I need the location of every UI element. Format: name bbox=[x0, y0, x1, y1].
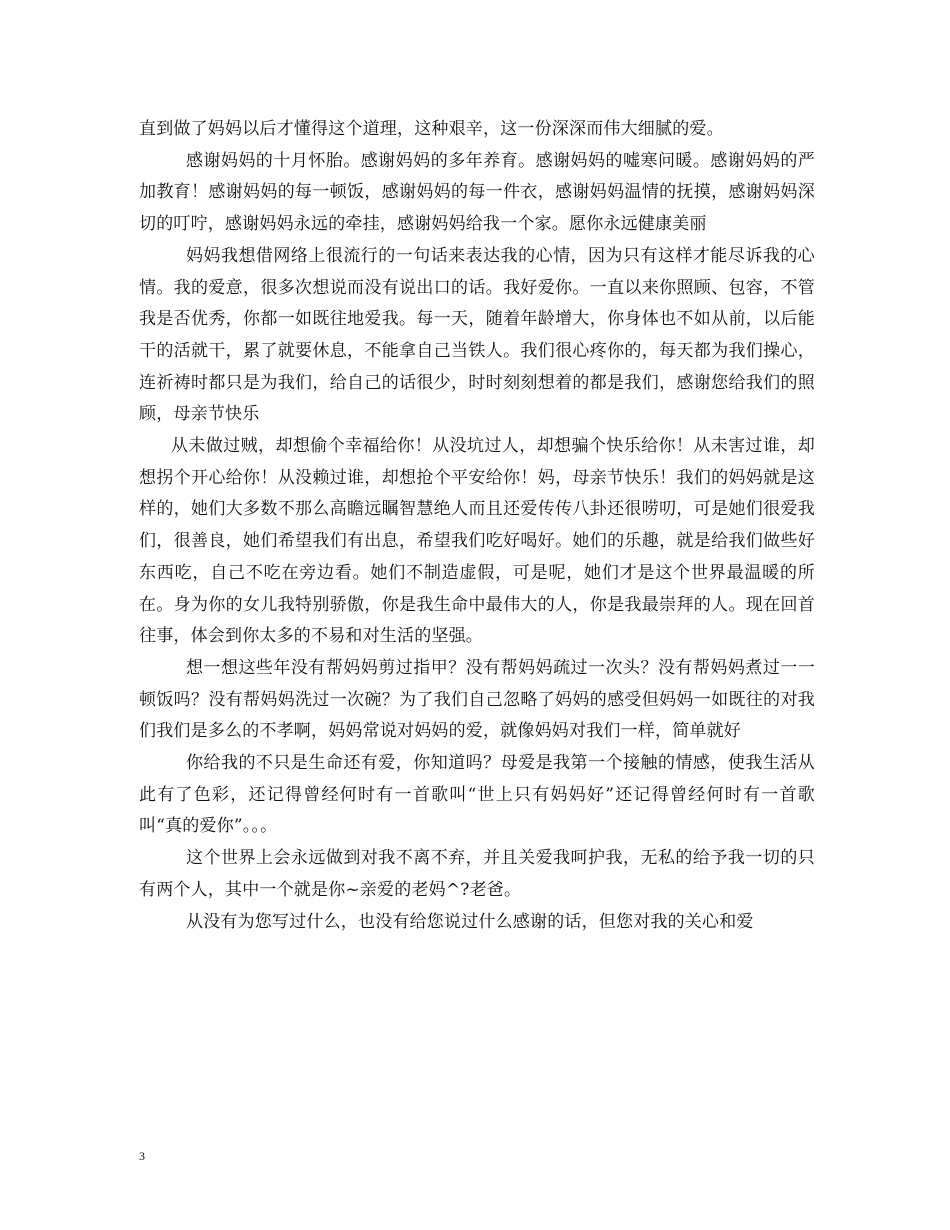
paragraph-3: 妈妈我想借网络上很流行的一句话来表达我的心情，因为只有这样才能尽诉我的心情。我的爱意，很多次想说而没有说出口的话。我好爱你。一直以来你照顾、包容，不管我是否优秀，你都一如既往地爱我。每一天，随着年龄增大，你身体也不如从前，以后能干的活就干，累了就要休息，不能拿自己当铁人。我们很心疼你的，每天都为我们操心，连祈祷时都只是为我们，给自己的话很少，时时刻刻想着的都是我们，感谢您给我们的照顾，母亲节快乐 bbox=[139, 245, 815, 425]
paragraph-2: 感谢妈妈的十月怀胎。感谢妈妈的多年养育。感谢妈妈的嘘寒问暖。感谢妈妈的严加教育！感谢妈妈的每一顿饭，感谢妈妈的每一件衣，感谢妈妈温情的抚摸，感谢妈妈深切的叮咛，感谢妈妈永远的牵挂，感谢妈妈给我一个家。愿你永远健康美丽 bbox=[139, 150, 815, 235]
paragraph-6: 你给我的不只是生命还有爱，你知道吗？母爱是我第一个接触的情感，使我生活从此有了色彩，还记得曾经何时有一首歌叫“世上只有妈妈好”还记得曾经何时有一首歌叫“真的爱你”。。。 bbox=[139, 753, 815, 837]
paragraph-7: 这个世界上会永远做到对我不离不弃，并且关爱我呵护我，无私的给予我一切的只有两个人，其中一个就是你~亲爱的老妈^?老爸。 bbox=[139, 848, 815, 900]
paragraph-1: 直到做了妈妈以后才懂得这个道理，这种艰辛，这一份深深而伟大细腻的爱。 bbox=[139, 119, 724, 139]
document-body bbox=[139, 114, 815, 938]
paragraph-4: 从未做过贼，却想偷个幸福给你！从没坑过人，却想骗个快乐给你！从未害过谁，却想拐个开心给你！从没赖过谁，却想抢个平安给你！妈，母亲节快乐！我们的妈妈就是这样的，她们大多数不那么高瞻远瞩智慧绝人而且还爱传传八卦还很唠叨，可是她们很爱我们，很善良，她们希望我们有出息，希望我们吃好喝好。她们的乐趣，就是给我们做些好东西吃，自己不吃在旁边看。她们不制造虚假，可是呢，她们才是这个世界最温暖的所在。身为你的女儿我特别骄傲，你是我生命中最伟大的人，你是我最崇拜的人。现在回首往事，体会到你太多的不易和对生活的坚强。 bbox=[139, 436, 815, 647]
paragraph-5: 想一想这些年没有帮妈妈剪过指甲？没有帮妈妈疏过一次头？没有帮妈妈煮过一一顿饭吗？没有帮妈妈洗过一次碗？为了我们自己忽略了妈妈的感受但妈妈一如既往的对我们我们是多么的不孝啊，妈妈常说对妈妈的爱，就像妈妈对我们一样，简单就好 bbox=[139, 657, 815, 742]
paragraph-8: 从没有为您写过什么，也没有给您说过什么感谢的话，但您对我的关心和爱 bbox=[186, 911, 754, 932]
page-number: 3 bbox=[139, 1149, 145, 1163]
